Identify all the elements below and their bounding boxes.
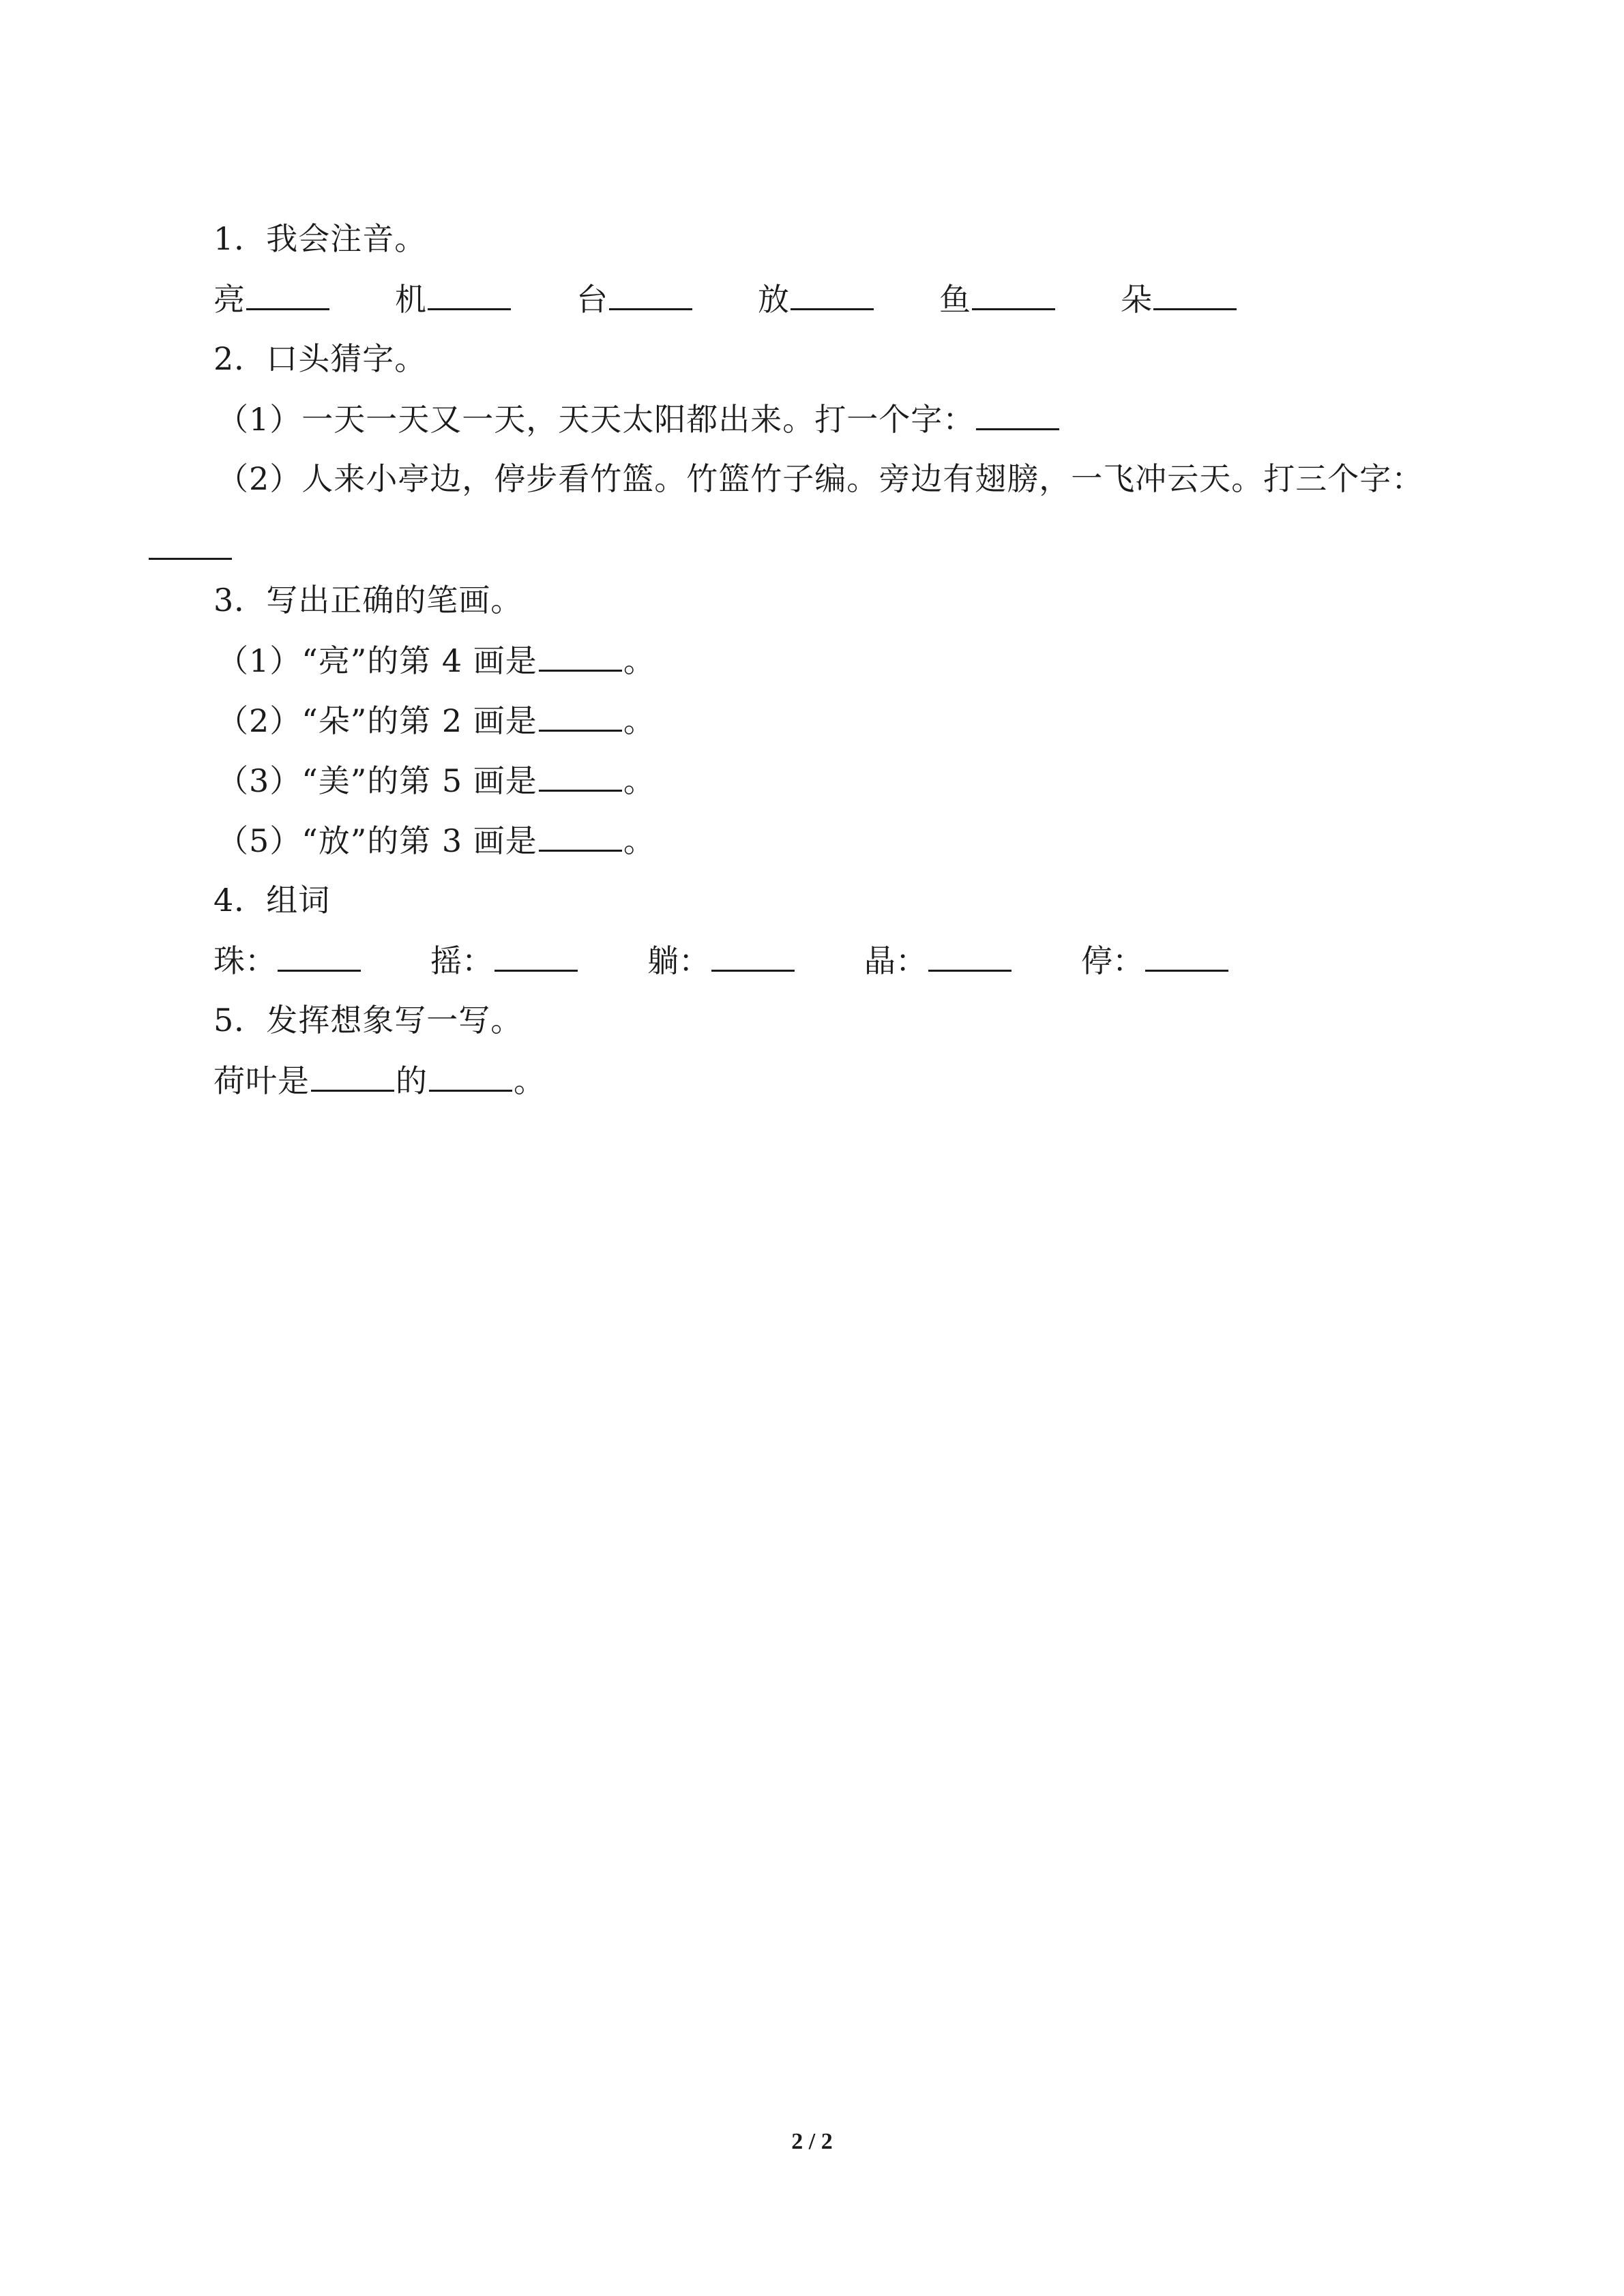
answer-blank[interactable] bbox=[246, 278, 329, 310]
answer-blank[interactable] bbox=[311, 1060, 394, 1092]
answer-blank[interactable] bbox=[494, 940, 578, 972]
q3-item-3 bbox=[217, 760, 655, 801]
q1-title-text: 1．我会注音。 bbox=[213, 220, 427, 257]
q3-title-text: 3．写出正确的笔画。 bbox=[213, 582, 523, 618]
q4-title-text: 4．组词 bbox=[213, 882, 331, 919]
q4-item-4 bbox=[864, 940, 1013, 981]
answer-blank[interactable] bbox=[539, 700, 622, 732]
answer-blank[interactable] bbox=[1145, 940, 1228, 972]
page-number: 2 / 2 bbox=[791, 2129, 833, 2154]
answer-blank[interactable] bbox=[609, 278, 692, 310]
q1-char: 放 bbox=[758, 281, 789, 318]
answer-blank[interactable] bbox=[791, 278, 874, 310]
q4-item-1 bbox=[213, 940, 362, 981]
q4-char: 摇： bbox=[430, 942, 493, 979]
answer-blank[interactable] bbox=[149, 558, 232, 560]
q1-item-3 bbox=[576, 278, 694, 320]
q5-sentence bbox=[213, 1060, 546, 1101]
answer-blank[interactable] bbox=[711, 940, 795, 972]
q3-item-suffix: 。 bbox=[623, 702, 655, 739]
q3-item-suffix: 。 bbox=[623, 762, 655, 799]
q3-item-text: （1）“亮”的第 4 画是 bbox=[217, 642, 537, 679]
q1-item-5 bbox=[939, 278, 1057, 320]
q4-char: 停： bbox=[1081, 942, 1144, 979]
q4-char: 躺： bbox=[647, 942, 710, 979]
q3-item-2 bbox=[217, 700, 655, 741]
q1-item-2 bbox=[395, 278, 512, 320]
q2-item-2-text: （2）人来小亭边，停步看竹篮。竹篮竹子编。旁边有翅膀，一飞冲云天。打三个字： bbox=[217, 460, 1424, 497]
q1-char: 台 bbox=[576, 281, 608, 318]
answer-blank[interactable] bbox=[1153, 278, 1237, 310]
q4-item-2 bbox=[430, 940, 579, 981]
q3-item-4 bbox=[217, 820, 655, 861]
q1-char: 亮 bbox=[213, 281, 245, 318]
q2-item-1-text: （1）一天一天又一天，天天太阳都出来。打一个字： bbox=[217, 401, 975, 438]
answer-blank[interactable] bbox=[278, 940, 361, 972]
q1-char: 机 bbox=[395, 281, 426, 318]
q4-char: 珠： bbox=[213, 942, 276, 979]
q5-title-text: 5．发挥想象写一写。 bbox=[213, 1002, 523, 1039]
q2-title bbox=[213, 338, 426, 379]
q4-char: 晶： bbox=[864, 942, 927, 979]
q5-part-1: 荷叶是 bbox=[213, 1062, 310, 1099]
q1-item-4 bbox=[758, 278, 875, 320]
q4-item-5 bbox=[1081, 940, 1230, 981]
answer-blank[interactable] bbox=[539, 820, 622, 852]
q4-title bbox=[213, 880, 330, 921]
answer-blank[interactable] bbox=[972, 278, 1055, 310]
answer-blank[interactable] bbox=[976, 398, 1059, 430]
answer-blank[interactable] bbox=[429, 1060, 512, 1092]
q3-item-text: （2）“朵”的第 2 画是 bbox=[217, 702, 537, 739]
q3-item-text: （5）“放”的第 3 画是 bbox=[217, 822, 537, 859]
q3-title bbox=[213, 580, 522, 621]
q4-item-3 bbox=[647, 940, 796, 981]
q1-item-6 bbox=[1121, 278, 1238, 320]
answer-blank[interactable] bbox=[539, 760, 622, 792]
q3-item-1 bbox=[217, 640, 655, 681]
q1-char: 鱼 bbox=[939, 281, 971, 318]
q2-item-1 bbox=[217, 398, 1061, 440]
answer-blank[interactable] bbox=[539, 640, 622, 672]
q3-item-text: （3）“美”的第 5 画是 bbox=[217, 762, 537, 799]
q2-item-2 bbox=[217, 458, 1423, 499]
answer-blank[interactable] bbox=[428, 278, 511, 310]
q3-item-suffix: 。 bbox=[623, 822, 655, 859]
q1-title bbox=[213, 218, 426, 259]
q5-part-2: 的 bbox=[396, 1062, 428, 1099]
q5-title bbox=[213, 1000, 522, 1041]
q1-char: 朵 bbox=[1121, 281, 1152, 318]
answer-blank[interactable] bbox=[928, 940, 1012, 972]
q5-part-3: 。 bbox=[514, 1062, 546, 1099]
q2-title-text: 2．口头猜字。 bbox=[213, 340, 427, 377]
q3-item-suffix: 。 bbox=[623, 642, 655, 679]
q1-item-1 bbox=[213, 278, 331, 320]
